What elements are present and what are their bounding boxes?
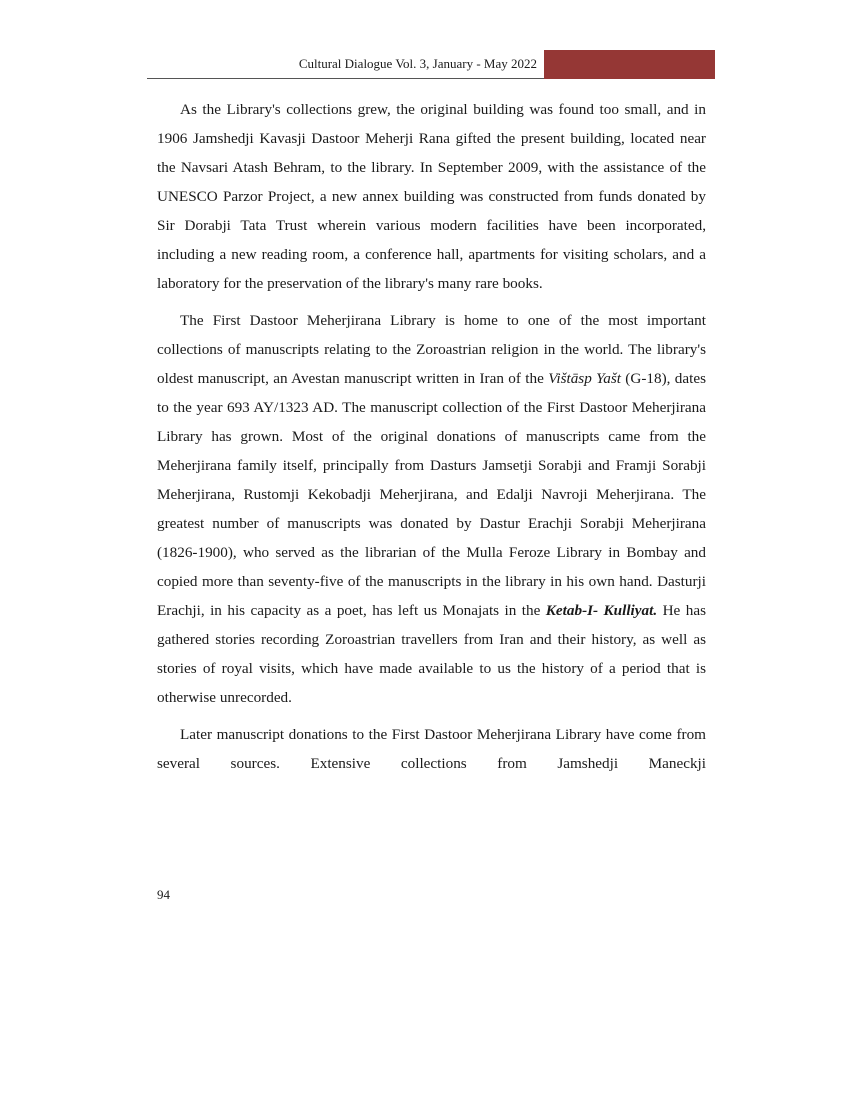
paragraph	[157, 306, 706, 712]
paragraph: Later manuscript donations to the First Dastoor Meherjirana Library have come from several sources. Extensive collections from Jamshedji Maneckji	[157, 726, 706, 772]
header-rule	[147, 78, 544, 79]
italic-title-vistasp-yast: Vištāsp Yašt	[548, 370, 621, 387]
journal-title: Cultural Dialogue Vol. 3, January - May 2022	[298, 56, 537, 71]
article-body	[157, 95, 706, 786]
paragraph: As the Library's collections grew, the original building was found too small, and in 1906 Jamshedji Kavasji Dastoor Meherji Rana gifted the present building, located near the Navsari Atash Behram, to the library. In September 2009, with the assistance of the UNESCO Parzor Project, a new annex building was constructed from funds donated by Sir Dorabji Tata Trust wherein various modern facilities have been incorporated, including a new reading room, a conference hall, apartments for visiting scholars, and a laboratory for the preservation of the library's many rare books.	[157, 101, 706, 292]
bold-italic-title-ketab-i-kulliyat: Ketab-I- Kulliyat.	[545, 602, 658, 619]
paragraph-text: The First Dastoor Meherjirana Library is home to one of the most important collections of manuscripts relating to the Zoroastrian religion in the world. The library's oldest manuscript, an Avestan manuscript written in Iran of the	[157, 312, 706, 387]
paragraph-text: (G-18), dates to the year 693 AY/1323 AD. The manuscript collection of the First Dastoor Meherjirana Library has grown. Most of the original donations of manuscripts came from the Meherjirana family itself, principally from Dasturs Jamsetji Sorabji and Framji Sorabji Meherjirana, Rustomji Kekobadji Meherjirana, and Edalji Navroji Meherjirana. The greatest number of manuscripts was donated by Dastur Erachji Sorabji Meherjirana (1826-1900), who served as the librarian of the Mulla Feroze Library in Bombay and copied more than seventy-five of the manuscripts in the library in his own hand. Dasturji Erachji, in his capacity as a poet, has left us Monajats in the	[157, 370, 706, 619]
page-number: 94	[157, 887, 170, 902]
header-color-band	[544, 50, 715, 79]
running-header	[147, 50, 715, 79]
paragraph-text: He has gathered stories recording Zoroastrian travellers from Iran and their history, as well as stories of royal visits, which have made available to us the history of a period that is otherwise unrecorded.	[157, 602, 706, 706]
